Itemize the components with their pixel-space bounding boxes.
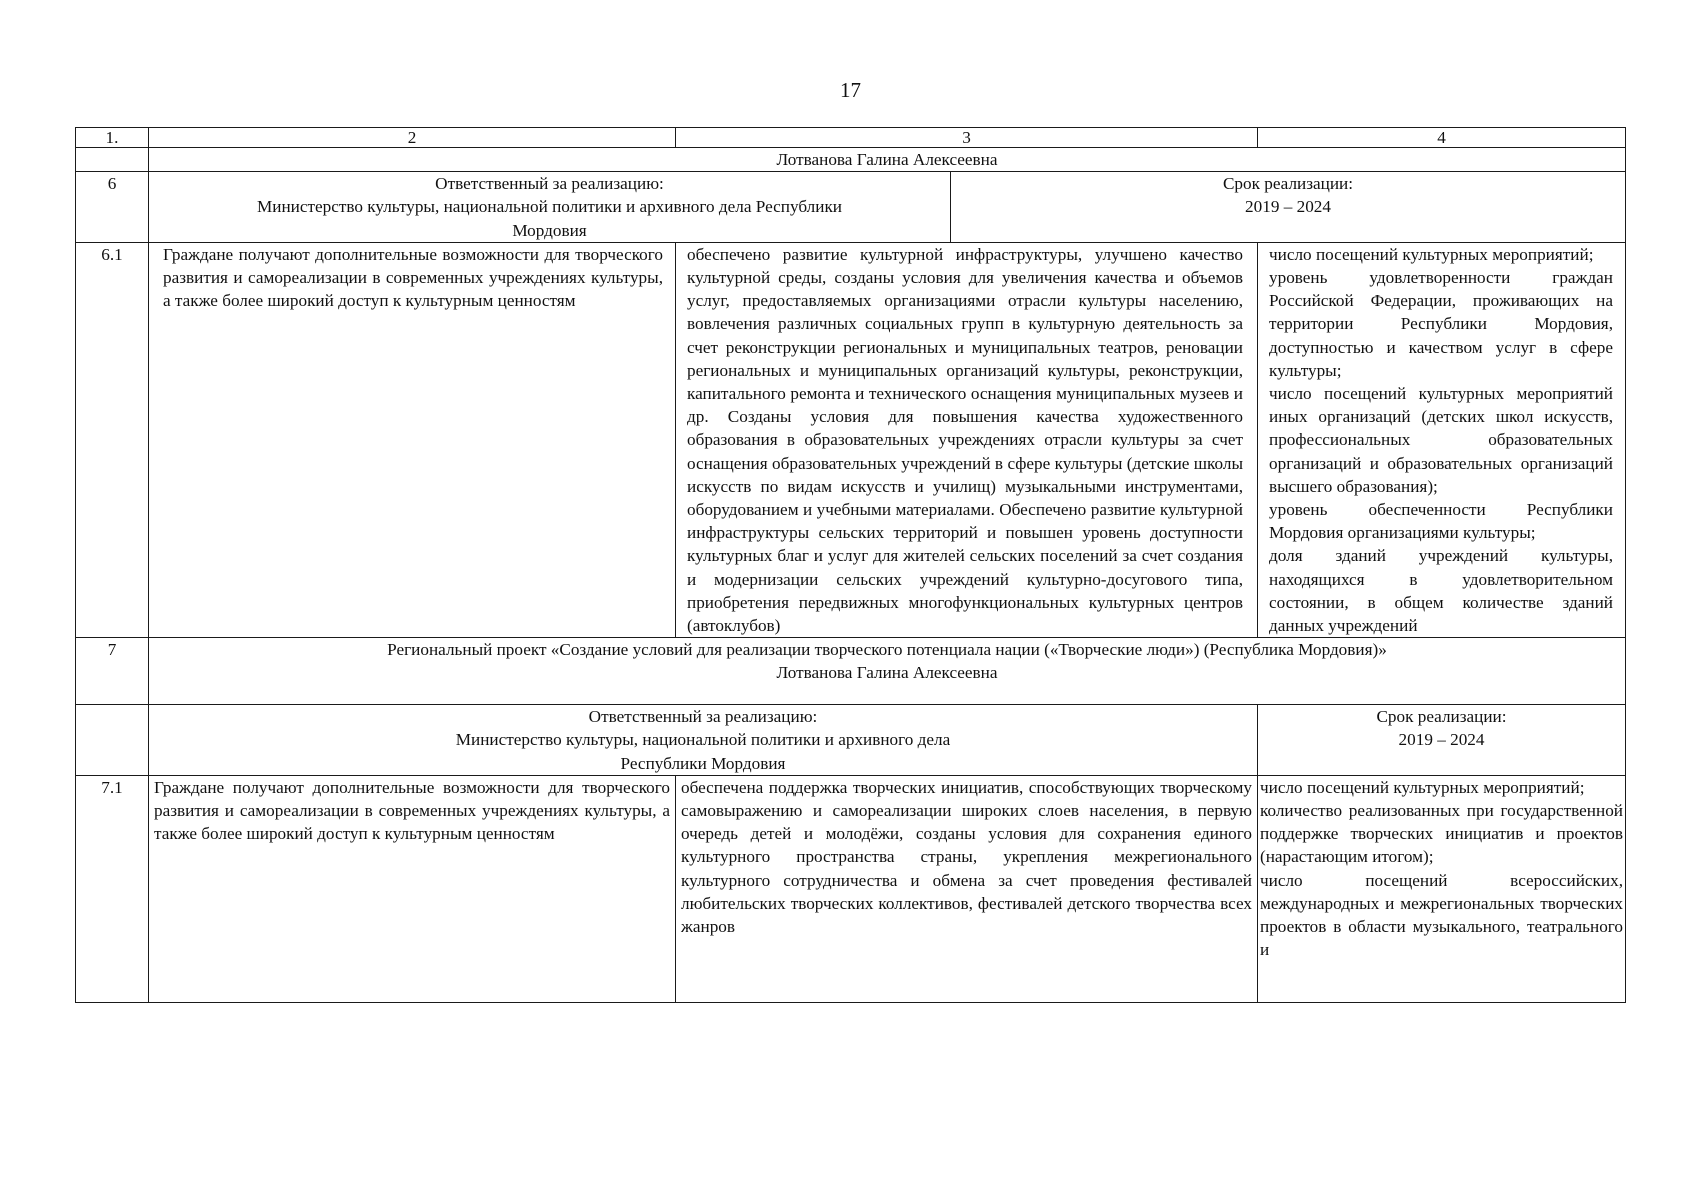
- row-7-1-indicators: [1258, 775, 1626, 1002]
- leader-row-6: [76, 148, 1626, 172]
- row-6-1-indicators: [1258, 242, 1626, 637]
- header-col-1: 1.: [76, 128, 149, 148]
- row-7-1-goal: [149, 775, 676, 1002]
- section-6-row: [76, 172, 1626, 243]
- header-col-3: 3: [676, 128, 1258, 148]
- row-6-1-indicator: число посещений культурных мероприятий;: [1269, 244, 1594, 264]
- section-7-responsible-label: Ответственный за реализацию:: [588, 707, 818, 727]
- row-7-1-result: [676, 775, 1258, 1002]
- row-7-1-indicator: число посещений всероссийских, международных и межрегиональных творческих проектов в области музыкального, театрального и: [1260, 870, 1623, 960]
- row-6-1-result-text: обеспечено развитие культурной инфраструктуры, улучшено качество культурной среды, созданы условия для увеличения качества и объемов услуг, предоставляемых организациями отрасли культуры населению, вовлечения различных социальных групп в культурную деятельность за счет реконструкции региональных и муниципальных театров, реновации региональных и муниципальных организаций культуры, реконструкции, капитального ремонта и технического оснащения муниципальных музеев и др. Созданы условия для повышения качества художественного образования в образовательных учреждениях отрасли культуры за счет оснащения образовательных учреждений в сфере культуры (детские школы искусств по видам искусств и училищ) музыкальными инструментами, оборудованием и учебными материалами. Обеспечено развитие культурной инфраструктуры сельских территорий и повышен уровень доступности культурных благ и услуг для жителей сельских поселений за счет создания и модернизации сельских учреждений культурно-досугового типа, приобретения передвижных многофункциональных культурных центров (автоклубов): [687, 244, 1243, 636]
- section-6-period-value: 2019 – 2024: [1245, 197, 1331, 217]
- leader-row-6-empty-cell: [76, 148, 149, 172]
- row-6-1: [76, 242, 1626, 637]
- leader-row-6-name: Лотванова Галина Алексеевна: [149, 148, 1626, 172]
- row-6-1-goal: [149, 242, 676, 637]
- section-7-period-label: Срок реализации:: [1376, 707, 1507, 727]
- row-7-1: [76, 775, 1626, 1002]
- section-7-responsible-line2: Республики Мордовия: [620, 753, 786, 773]
- row-7-1-goal-text: Граждане получают дополнительные возможности для творческого развития и самореализации в современных учреждениях культуры, а также более широкий доступ к культурным ценностям: [154, 777, 670, 844]
- row-6-1-indicator: уровень обеспеченности Республики Мордовия организациями культуры;: [1269, 500, 1613, 543]
- row-7-1-number: 7.1: [76, 775, 149, 1002]
- section-6-number: 6: [76, 172, 149, 243]
- section-7-period: [1258, 705, 1626, 776]
- row-6-1-indicator: число посещений культурных мероприятий иных организаций (детских школ искусств, профессиональных образовательных организаций и образовательных организаций высшего образования);: [1269, 384, 1613, 496]
- section-6-period-label: Срок реализации:: [1222, 174, 1354, 194]
- program-table: [75, 127, 1626, 1003]
- section-7-responsible: [149, 705, 1258, 776]
- section-7-leader: Лотванова Галина Алексеевна: [776, 663, 998, 683]
- section-7-responsible-row: [76, 705, 1626, 776]
- section-7-responsible-line1: Министерство культуры, национальной политики и архивного дела: [455, 730, 951, 750]
- section-7-number: 7: [76, 638, 149, 705]
- section-6-responsible-line1: Министерство культуры, национальной политики и архивного дела Республики: [256, 197, 842, 217]
- section-7-project-title: Региональный проект «Создание условий для реализации творческого потенциала нации («Творческие люди») (Республика Мордовия)»: [387, 640, 1387, 660]
- row-6-1-number: 6.1: [76, 242, 149, 637]
- row-7-1-indicator: число посещений культурных мероприятий;: [1260, 777, 1585, 797]
- page-number: 17: [840, 78, 861, 102]
- section-7-empty-cell: [76, 705, 149, 776]
- section-6-responsible: [149, 172, 951, 243]
- row-6-1-goal-text: Граждане получают дополнительные возможности для творческого развития и самореализации в современных учреждениях культуры, а также более широкий доступ к культурным ценностям: [163, 244, 663, 311]
- table-header-row: [76, 128, 1626, 148]
- section-6-period: [951, 172, 1626, 243]
- row-7-1-indicator: количество реализованных при государственной поддержке творческих инициатив и проектов (нарастающим итогом);: [1260, 801, 1623, 867]
- section-7-title-row: [76, 638, 1626, 705]
- row-6-1-indicator: доля зданий учреждений культуры, находящихся в удовлетворительном состоянии, в общем количестве зданий данных учреждений: [1269, 546, 1613, 636]
- section-7-title-cell: [149, 638, 1626, 705]
- header-col-2: 2: [149, 128, 676, 148]
- section-6-responsible-label: Ответственный за реализацию:: [435, 174, 664, 194]
- row-6-1-result: [676, 242, 1258, 637]
- row-7-1-result-text: обеспечена поддержка творческих инициатив, способствующих творческому самовыражению и самореализации широких слоев населения, в первую очередь детей и молодёжи, созданы условия для сохранения единого культурного пространства страны, укрепления межрегионального культурного сотрудничества и обмена за счет проведения фестивалей любительских творческих коллективов, фестивалей детского творчества всех жанров: [681, 777, 1252, 937]
- header-col-4: 4: [1258, 128, 1626, 148]
- row-6-1-indicator: уровень удовлетворенности граждан Российской Федерации, проживающих на территории Республики Мордовия, доступностью и качеством услуг в сфере культуры;: [1269, 268, 1613, 380]
- section-7-period-value: 2019 – 2024: [1398, 730, 1485, 750]
- section-6-responsible-line2: Мордовия: [512, 220, 587, 240]
